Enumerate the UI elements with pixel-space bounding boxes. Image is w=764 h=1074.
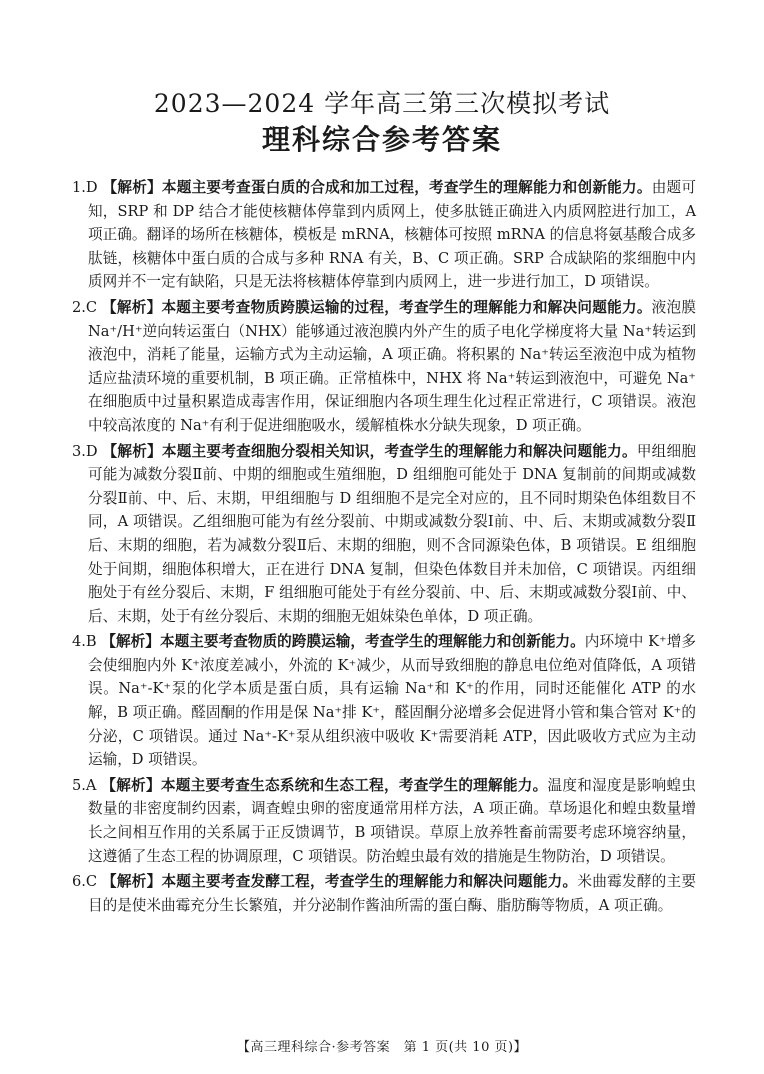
answer-number: 5.A (72, 776, 97, 794)
analysis-tag: 【解析】 (102, 298, 162, 316)
analysis-body: 温度和湿度是影响蝗虫数量的非密度制约因素，调查蝗虫卵的密度通常用样方法，A 项正确。草场退化和蝗虫数量增长之间相互作用的关系属于正反馈调节，B 项错误。草原上放养牲畜前需要考虑环境容纳量，这遵循了生态工程的协调原理，C 项错误。防治蝗虫最有效的措施是生物防治，D 项错误。 (88, 776, 696, 865)
analysis-body: 甲组细胞可能为减数分裂Ⅱ前、中期的细胞或生殖细胞，D 组细胞可能处于 DNA 复制前的间期或减数分裂Ⅱ前、中、后、末期，甲组细胞与 D 组细胞不是完全对应的，且不同时期染色体组数目不同，A 项错误。乙组细胞可能为有丝分裂前、中期或减数分裂Ⅰ前、中、后、末期或减数分裂Ⅱ后、末期的细胞，若为减数分裂Ⅱ后、末期的细胞，则不含同源染色体，B 项错误。E 组细胞处于间期，细胞体积增大，正在进行 DNA 复制，但染色体数目并未加倍，C 项错误。丙组细胞处于有丝分裂后、末期，F 组细胞可能处于有丝分裂前、中、后、末期或减数分裂Ⅰ前、中、后、末期，处于有丝分裂后、末期的细胞无姐妹染色单体，D 项正确。 (88, 442, 696, 625)
answer-item-4 (72, 630, 696, 772)
answer-item-2 (72, 296, 696, 438)
analysis-body: 由题可知，SRP 和 DP 结合才能使核糖体停靠到内质网上，使多肽链正确进入内质网腔进行加工，A 项正确。翻译的场所在核糖体，模板是 mRNA，核糖体可按照 mRNA 的信息将氨基酸合成多肽链，核糖体中蛋白质的合成与多种 RNA 有关，B、C 项正确。SRP 合成缺陷的浆细胞中内质网并不一定有缺陷，只是无法将核糖体停靠到内质网上，进一步进行加工，D 项错误。 (88, 179, 696, 291)
answer-item-3 (72, 440, 696, 629)
analysis-tag: 【解析】 (101, 633, 160, 651)
analysis-body: 内环境中 K⁺增多会使细胞内外 K⁺浓度差减小，外流的 K⁺减少，从而导致细胞的静息电位绝对值降低，A 项错误。Na⁺-K⁺泵的化学本质是蛋白质，具有运输 Na⁺和 K⁺的作用，同时还能催化 ATP 的水解，B 项正确。醛固酮的作用是保 Na⁺排 K⁺，醛固酮分泌增多会促进肾小管和集合管对 K⁺的分泌，C 项错误。通过 Na⁺-K⁺泵从组织液中吸收 K⁺需要消耗 ATP，因此吸收方式应为主动运输，D 项错误。 (88, 633, 696, 769)
analysis-lead: 本题主要考查生态系统和生态工程，考查学生的理解能力。 (160, 776, 548, 794)
analysis-tag: 【解析】 (102, 442, 162, 460)
answer-item-5 (72, 774, 696, 868)
analysis-lead: 本题主要考查物质的跨膜运输，考查学生的理解能力和创新能力。 (159, 633, 585, 651)
analysis-body: 液泡膜 Na⁺/H⁺逆向转运蛋白（NHX）能够通过液泡膜内外产生的质子电化学梯度将大量 Na⁺转运到液泡中，消耗了能量，运输方式为主动运输，A 项正确。将积累的 Na⁺转运至液泡中成为植物适应盐渍环境的重要机制，B 项正确。正常植株中，NHX 将 Na⁺转运到液泡中，可避免 Na⁺在细胞质中过量积累造成毒害作用，保证细胞内各项生理生化过程正常进行，C 项错误。液泡中较高浓度的 Na⁺有利于促进细胞吸水，缓解植株水分缺失现象，D 项正确。 (88, 298, 696, 434)
answer-item-1 (72, 176, 696, 294)
answer-number: 1.D (72, 179, 98, 196)
analysis-body: 米曲霉发酵的主要目的是使米曲霉充分生长繁殖，并分泌制作酱油所需的蛋白酶、脂肪酶等物质，A 项正确。 (88, 873, 696, 914)
analysis-tag: 【解析】 (101, 776, 161, 794)
analysis-lead: 本题主要考查蛋白质的合成和加工过程，考查学生的理解能力和创新能力。 (161, 179, 652, 196)
answer-title: 理科综合参考答案 (261, 123, 502, 156)
answer-number: 2.C (72, 298, 98, 316)
answer-item-6 (72, 870, 696, 917)
analysis-tag: 【解析】 (102, 873, 162, 891)
analysis-lead: 本题主要考查物质跨膜运输的过程，考查学生的理解能力和解决问题能力。 (161, 298, 652, 316)
page-footer: 【高三理科综合·参考答案 第 1 页(共 10 页)】 (236, 1040, 528, 1055)
analysis-tag: 【解析】 (102, 179, 162, 196)
analysis-lead: 本题主要考查发酵工程，考查学生的理解能力和解决问题能力。 (161, 873, 578, 891)
answer-number: 4.B (72, 633, 97, 651)
exam-title: 2023—2024 学年高三第三次模拟考试 (153, 89, 611, 118)
answer-list (72, 176, 696, 919)
analysis-lead: 本题主要考查细胞分裂相关知识，考查学生的理解能力和解决问题能力。 (161, 442, 637, 460)
answer-number: 6.C (72, 873, 98, 891)
answer-number: 3.D (72, 442, 98, 460)
